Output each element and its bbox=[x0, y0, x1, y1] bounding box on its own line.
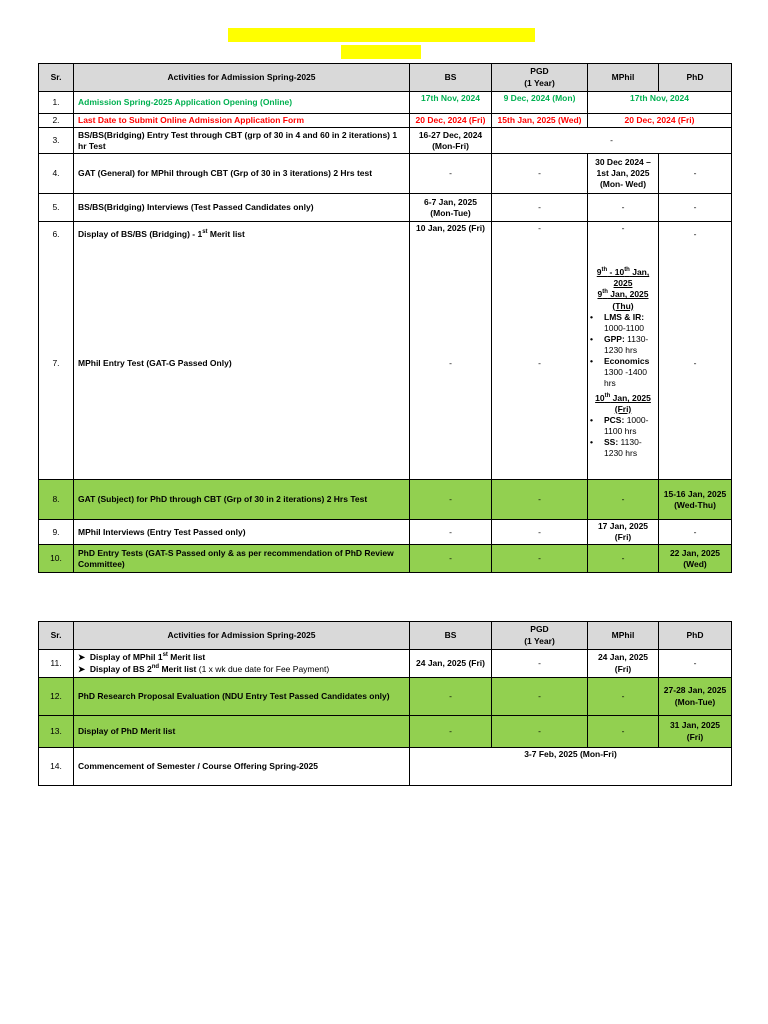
table-row bbox=[39, 248, 732, 480]
header-pgd bbox=[492, 64, 588, 92]
table-row bbox=[39, 128, 732, 154]
pgd-cell: - bbox=[492, 678, 588, 716]
list-item: • SS: 1130-1230 hrs bbox=[590, 437, 642, 459]
header-phd: PhD bbox=[659, 622, 732, 650]
sr-cell: 2. bbox=[39, 114, 74, 128]
pgd-cell: - bbox=[492, 520, 588, 545]
table-row bbox=[39, 194, 732, 222]
phd-cell: - bbox=[659, 194, 732, 222]
bs-cell: 10 Jan, 2025 (Fri) bbox=[410, 222, 492, 248]
activity-cell: MPhil Interviews (Entry Test Passed only) bbox=[74, 520, 410, 545]
schedule-table-2 bbox=[38, 621, 732, 786]
table-row bbox=[39, 92, 732, 114]
mphil-dates-range: 9th - 10th Jan, 2025 bbox=[596, 267, 650, 289]
pgd-cell: - bbox=[492, 154, 588, 194]
schedule-table-1 bbox=[38, 63, 732, 573]
activity-cell: Display of PhD Merit list bbox=[74, 716, 410, 748]
dates-cell: 3-7 Feb, 2025 (Mon-Fri) bbox=[410, 748, 732, 786]
mphil-day2-list bbox=[590, 415, 656, 459]
bs-cell: - bbox=[410, 545, 492, 573]
pgd-cell: - bbox=[492, 194, 588, 222]
mphil-cell: - bbox=[588, 194, 659, 222]
header-pgd-line2: (1 Year) bbox=[524, 635, 555, 646]
table-row bbox=[39, 545, 732, 573]
pgd-cell: - bbox=[492, 248, 588, 480]
phd-cell: - bbox=[659, 154, 732, 194]
table-header-row bbox=[39, 64, 732, 92]
bs-cell: 16-27 Dec, 2024 (Mon-Fri) bbox=[410, 128, 492, 154]
phd-cell: 15-16 Jan, 2025 (Wed-Thu) bbox=[659, 480, 732, 520]
phd-cell: - bbox=[659, 248, 732, 480]
list-item: ➤ Display of BS 2nd Merit list (1 x wk due date for Fee Payment) bbox=[78, 663, 330, 674]
header-phd: PhD bbox=[659, 64, 732, 92]
table-row bbox=[39, 480, 732, 520]
mphil-cell: 17 Jan, 2025 (Fri) bbox=[588, 520, 659, 545]
header-activities: Activities for Admission Spring-2025 bbox=[74, 64, 410, 92]
phd-cell: 27-28 Jan, 2025 (Mon-Tue) bbox=[659, 678, 732, 716]
header-pgd bbox=[492, 622, 588, 650]
list-item: • PCS: 1000-1100 hrs bbox=[590, 415, 649, 437]
activity-cell: BS/BS(Bridging) Entry Test through CBT (grp of 30 in 4 and 60 in 2 iterations) 1 hr Test bbox=[74, 128, 410, 154]
activity-cell: PhD Entry Tests (GAT-S Passed only & as per recommendation of PhD Review Committee) bbox=[74, 545, 410, 573]
table-row bbox=[39, 520, 732, 545]
sr-cell: 14. bbox=[39, 748, 74, 786]
title-highlight-bar bbox=[228, 28, 535, 42]
table-row bbox=[39, 650, 732, 678]
activity-cell bbox=[74, 650, 410, 678]
bs-cell: - bbox=[410, 520, 492, 545]
phd-cell: 31 Jan, 2025 (Fri) bbox=[659, 716, 732, 748]
table-row bbox=[39, 748, 732, 786]
mphil-cell: 30 Dec 2024 – 1st Jan, 2025 (Mon- Wed) bbox=[588, 154, 659, 194]
activity-cell: GAT (Subject) for PhD through CBT (Grp of 30 in 2 iterations) 2 Hrs Test bbox=[74, 480, 410, 520]
mphil-cell bbox=[588, 248, 659, 480]
mphil-cell: - bbox=[588, 545, 659, 573]
bs-cell: - bbox=[410, 678, 492, 716]
bs-cell: - bbox=[410, 154, 492, 194]
mphil-cell: - bbox=[588, 480, 659, 520]
header-mphil: MPhil bbox=[588, 64, 659, 92]
activity-cell: MPhil Entry Test (GAT-G Passed Only) bbox=[74, 248, 410, 480]
mphil-day2: 10th Jan, 2025 (Fri) bbox=[595, 392, 651, 414]
subtitle-highlight-bar bbox=[341, 45, 421, 59]
table-header-row bbox=[39, 622, 732, 650]
rest-cell: - bbox=[492, 128, 732, 154]
header-sr: Sr. bbox=[39, 64, 74, 92]
list-item: • GPP: 1130-1230 hrs bbox=[590, 333, 649, 355]
activity-cell: Commencement of Semester / Course Offering Spring-2025 bbox=[74, 748, 410, 786]
pgd-cell: - bbox=[492, 650, 588, 678]
sr-cell: 5. bbox=[39, 194, 74, 222]
header-sr: Sr. bbox=[39, 622, 74, 650]
bs-cell: - bbox=[410, 480, 492, 520]
activity-cell: Display of BS/BS (Bridging) - 1st Merit list bbox=[74, 222, 410, 248]
pgd-cell: 9 Dec, 2024 (Mon) bbox=[492, 92, 588, 114]
mphil-cell: - bbox=[588, 716, 659, 748]
list-item: • LMS & IR: 1000-1100 bbox=[590, 311, 645, 333]
header-bs: BS bbox=[410, 622, 492, 650]
mphil-cell: 24 Jan, 2025 (Fri) bbox=[588, 650, 659, 678]
table-row bbox=[39, 114, 732, 128]
activity-cell: PhD Research Proposal Evaluation (NDU Entry Test Passed Candidates only) bbox=[74, 678, 410, 716]
mphil-phd-cell: 17th Nov, 2024 bbox=[588, 92, 732, 114]
activity-cell: Admission Spring-2025 Application Opening (Online) bbox=[74, 92, 410, 114]
sr-cell: 3. bbox=[39, 128, 74, 154]
mphil-cell: - bbox=[588, 222, 659, 248]
pgd-cell: - bbox=[492, 716, 588, 748]
table-row bbox=[39, 222, 732, 248]
header-pgd-line2: (1 Year) bbox=[524, 77, 555, 88]
phd-cell: - bbox=[659, 650, 732, 678]
phd-cell: 22 Jan, 2025 (Wed) bbox=[659, 545, 732, 573]
bs-cell: - bbox=[410, 716, 492, 748]
mphil-day1-list bbox=[590, 312, 656, 389]
mphil-cell: - bbox=[588, 678, 659, 716]
sr-cell: 13. bbox=[39, 716, 74, 748]
mphil-phd-cell: 20 Dec, 2024 (Fri) bbox=[588, 114, 732, 128]
table-row bbox=[39, 678, 732, 716]
sr-cell: 4. bbox=[39, 154, 74, 194]
activity-cell: Last Date to Submit Online Admission Application Form bbox=[74, 114, 410, 128]
header-pgd-line1: PGD bbox=[530, 66, 549, 77]
table-row bbox=[39, 716, 732, 748]
activity-cell: GAT (General) for MPhil through CBT (Grp of 30 in 3 iterations) 2 Hrs test bbox=[74, 154, 410, 194]
activity-cell: BS/BS(Bridging) Interviews (Test Passed Candidates only) bbox=[74, 194, 410, 222]
mphil-day1: 9th Jan, 2025 (Thu) bbox=[597, 289, 649, 311]
pgd-cell: - bbox=[492, 480, 588, 520]
phd-cell: - bbox=[659, 222, 732, 248]
sr-cell: 1. bbox=[39, 92, 74, 114]
list-item: ➤ Display of MPhil 1st Merit list bbox=[78, 652, 206, 663]
phd-cell: - bbox=[659, 520, 732, 545]
sr-cell: 6. bbox=[39, 222, 74, 248]
bs-cell: 6-7 Jan, 2025 (Mon-Tue) bbox=[410, 194, 492, 222]
sr-cell: 7. bbox=[39, 248, 74, 480]
header-bs: BS bbox=[410, 64, 492, 92]
bs-cell: 20 Dec, 2024 (Fri) bbox=[410, 114, 492, 128]
sr-cell: 10. bbox=[39, 545, 74, 573]
pgd-cell: 15th Jan, 2025 (Wed) bbox=[492, 114, 588, 128]
sr-cell: 12. bbox=[39, 678, 74, 716]
bs-cell: 24 Jan, 2025 (Fri) bbox=[410, 650, 492, 678]
pgd-cell: - bbox=[492, 545, 588, 573]
bs-cell: 17th Nov, 2024 bbox=[410, 92, 492, 114]
sr-cell: 8. bbox=[39, 480, 74, 520]
sr-cell: 11. bbox=[39, 650, 74, 678]
header-activities: Activities for Admission Spring-2025 bbox=[74, 622, 410, 650]
list-item: • Economics 1300 -1400 hrs bbox=[590, 355, 650, 388]
header-pgd-line1: PGD bbox=[530, 624, 549, 635]
header-mphil: MPhil bbox=[588, 622, 659, 650]
pgd-cell: - bbox=[492, 222, 588, 248]
table-row bbox=[39, 154, 732, 194]
sr-cell: 9. bbox=[39, 520, 74, 545]
bs-cell: - bbox=[410, 248, 492, 480]
